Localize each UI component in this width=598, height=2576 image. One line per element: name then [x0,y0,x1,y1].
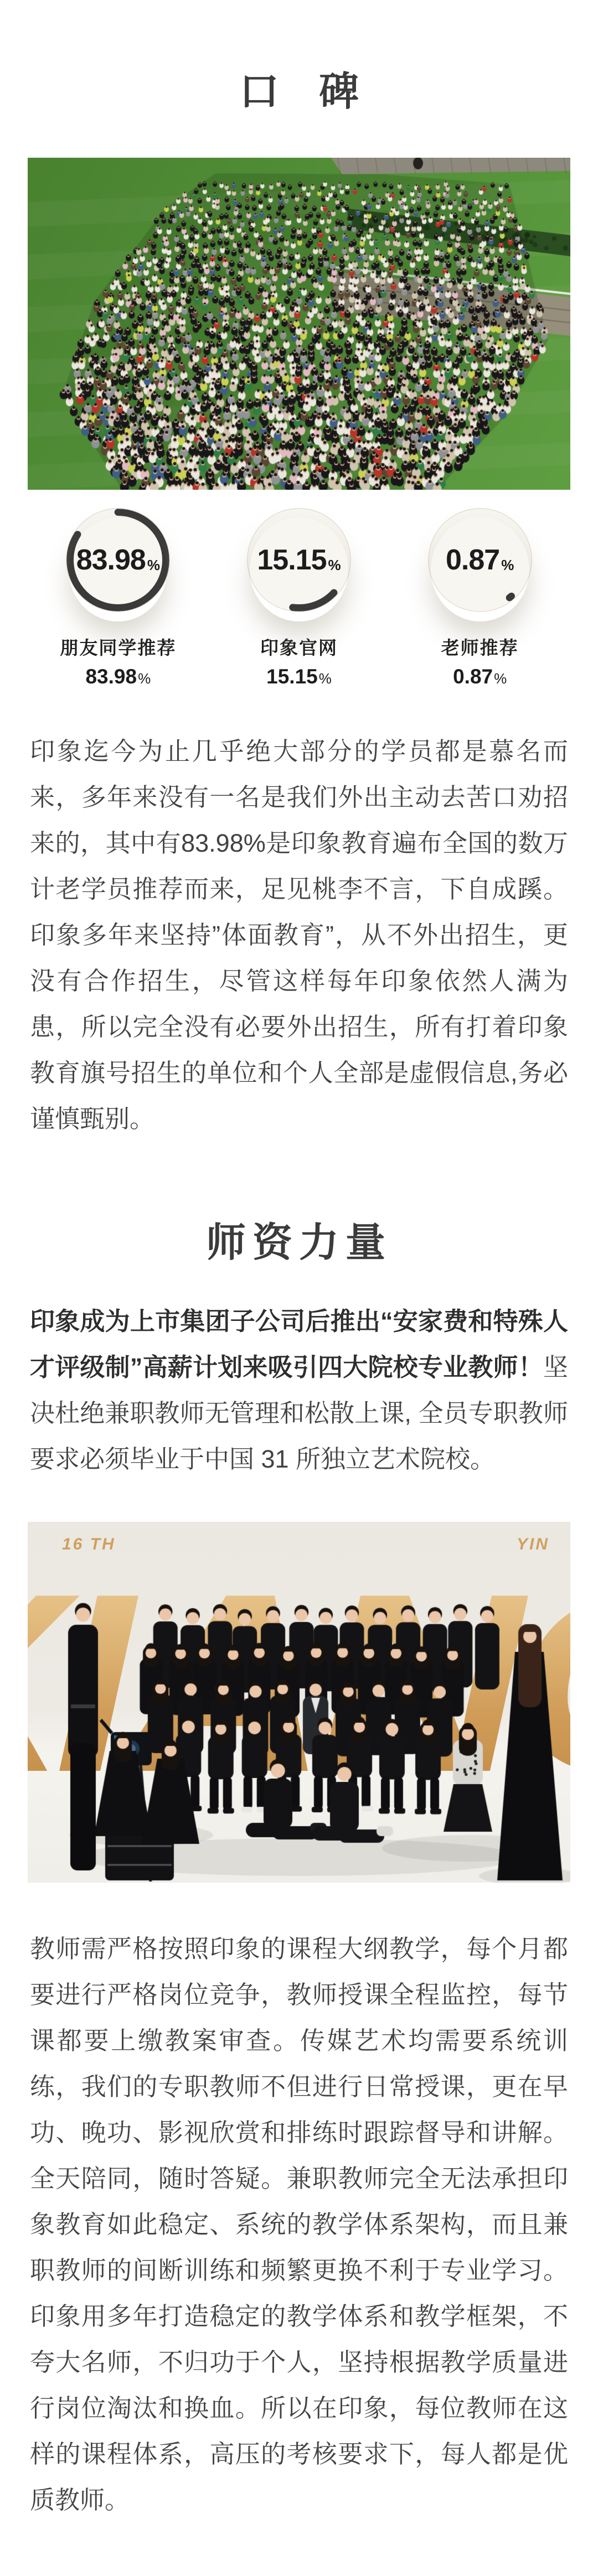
students-group-photo [28,158,570,490]
stat-number: 0.87 [446,544,500,576]
stat-label: 印象官网 [260,637,338,659]
referral-stats-row [28,506,570,691]
teachers-group-photo [28,1522,570,1883]
percent-sign: % [138,670,151,687]
percent-sign: % [147,556,160,573]
progress-ring [64,506,172,614]
stat-number: 15.15 [266,665,318,688]
students-crowd-image [28,158,570,490]
stat-number: 83.98 [76,544,146,576]
stat-label: 老师推荐 [441,637,519,659]
stat-number: 15.15 [257,544,327,576]
percent-sign: % [494,670,507,687]
stat-label: 朋友同学推荐 [60,637,177,659]
percent-sign: % [318,670,332,687]
teachers-image [28,1522,570,1883]
stat-official-site [209,506,390,691]
faculty-intro-regular: 坚决杜绝兼职教师无管理和松散上课, 全员专职教师要求必须毕业于中国 31 所独立艺术院校。 [30,1353,568,1473]
percent-sign: % [328,556,341,573]
faculty-intro-paragraph [30,1298,568,1482]
stat-sub-value [266,665,332,691]
faculty-paragraph: 教师需严格按照印象的课程大纲教学，每个月都要进行严格岗位竞争，教师授课全程监控，每节课都要上缴教案审查。传媒艺术均需要系统训练，我们的专职教师不但进行日常授课，更在早功、晚功、影视欣赏和排练时跟踪督导和讲解。全天陪同，随时答疑。兼职教师完全无法承担印象教育如此稳定、系统的教学体系架构，而且兼职教师的间断训练和频繁更换不利于专业学习。印象用多年打造稳定的教学体系和教学框架，不夸大名师，不归功于个人，坚持根据教学质量进行岗位淘汰和换血。所以在印象，每位教师在这样的课程体系，高压的考核要求下，每人都是优质教师。 [30,1935,568,2514]
stat-friend-referral [28,506,209,691]
reputation-paragraph: 印象迄今为止几乎绝大部分的学员都是慕名而来，多年来没有一名是我们外出主动去苦口劝招来的，其中有83.98%是印象教育遍布全国的数万计老学员推荐而来，足见桃李不言，下自成蹊。印象多年来坚持”体面教育”，从不外出招生，更没有合作招生，尽管这样每年印象依然人满为患，所以完全没有必要外出招生，所有打着印象教育旗号招生的单位和个人全部是虚假信息,务必谨慎甄别。 [30,737,568,1133]
faculty-intro-bold: 印象成为上市集团子公司后推出“安家费和特殊人才评级制”高薪计划来吸引四大院校专业教师！ [30,1307,568,1381]
stat-value-in-ring [64,506,172,614]
stat-value-in-ring [245,506,353,614]
stat-value-in-ring [426,506,534,614]
stat-teacher-referral [389,506,570,691]
stat-number: 83.98 [85,665,137,688]
faculty-section-title: 师资力量 [205,1219,392,1266]
stat-number: 0.87 [453,665,493,688]
reputation-section-title: 口 碑 [239,68,359,115]
progress-ring [426,506,534,614]
stat-sub-value [453,665,507,691]
progress-ring [245,506,353,614]
percent-sign: % [501,556,514,573]
stat-sub-value [85,665,151,691]
